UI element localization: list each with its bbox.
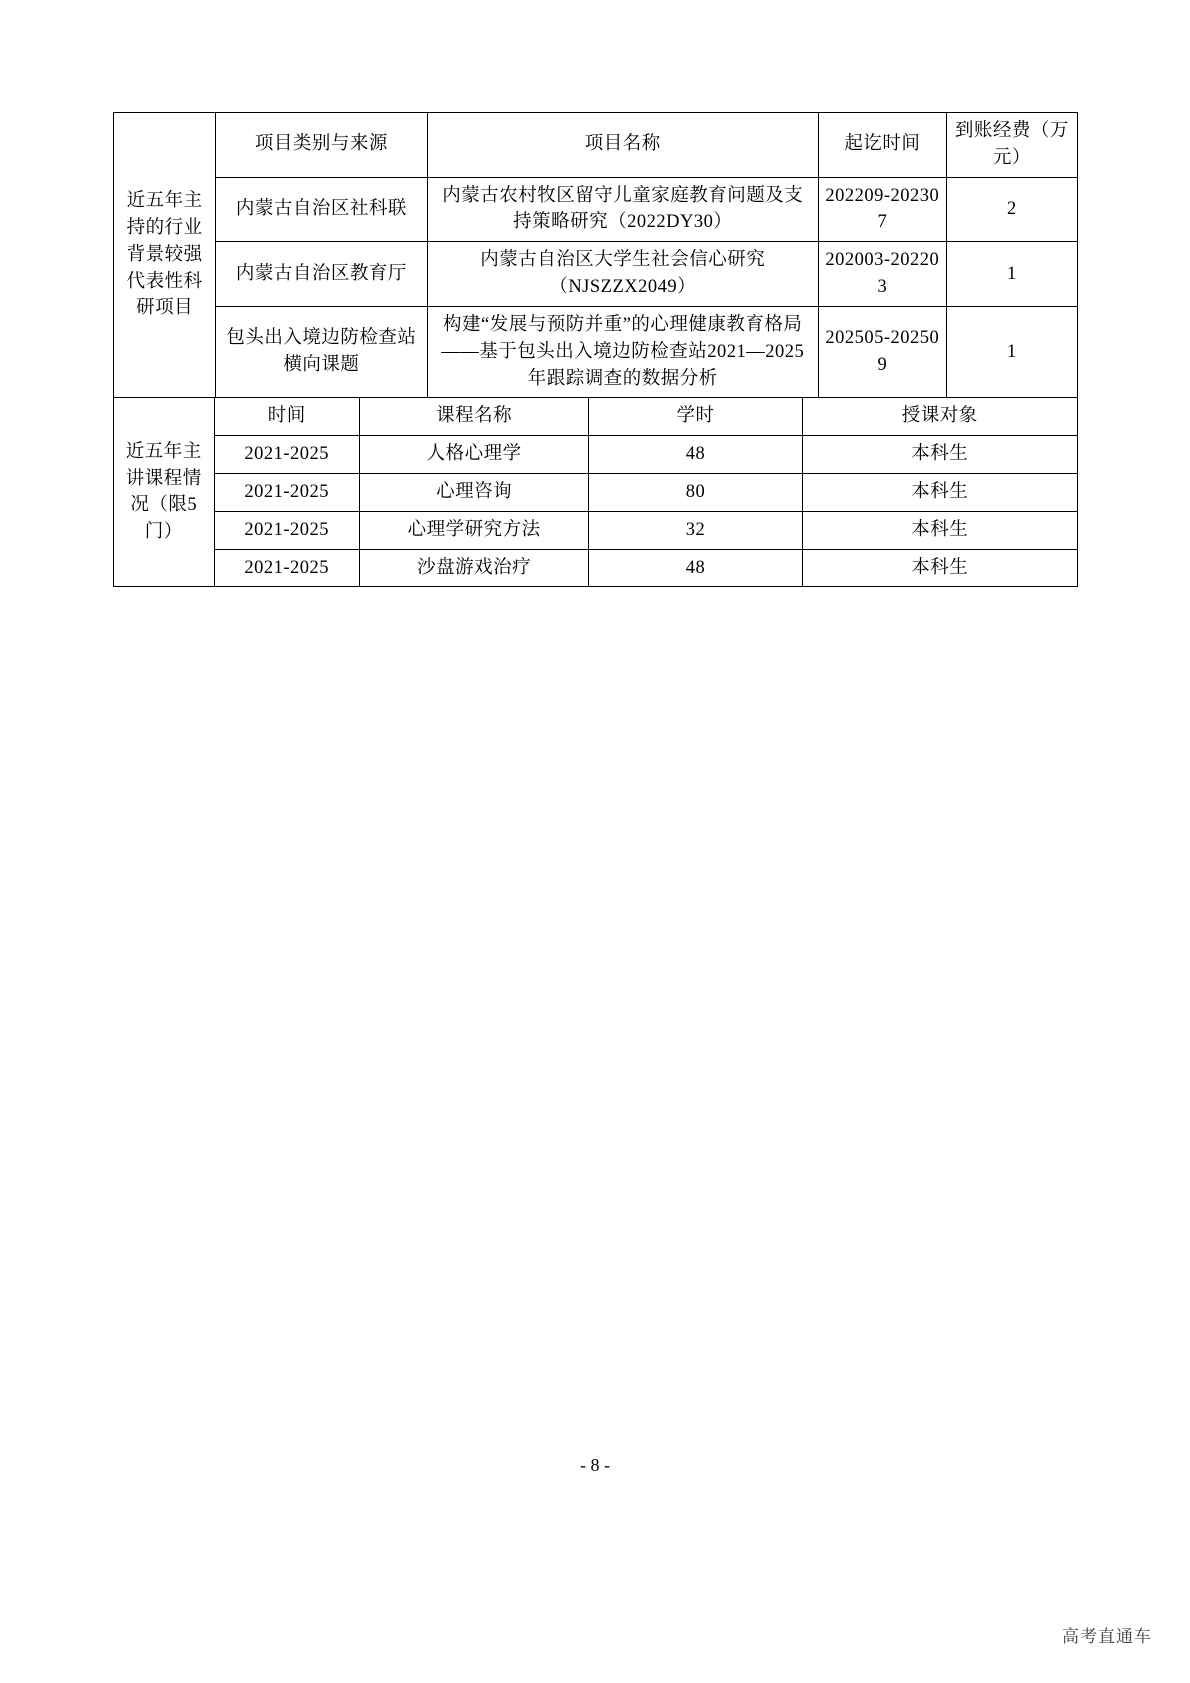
project-title: 构建“发展与预防并重”的心理健康教育格局——基于包头出入境边防检查站2021—2025年跟踪调查的数据分析 bbox=[427, 306, 818, 397]
project-fund: 1 bbox=[946, 306, 1077, 397]
course-time: 2021-2025 bbox=[214, 436, 359, 474]
table-header-row bbox=[114, 398, 1078, 436]
table-row bbox=[114, 473, 1078, 511]
table-row bbox=[114, 436, 1078, 474]
course-name: 沙盘游戏治疗 bbox=[359, 549, 589, 587]
table-row bbox=[114, 242, 1078, 307]
project-title: 内蒙古自治区大学生社会信心研究（NJSZZX2049） bbox=[427, 242, 818, 307]
course-audience: 本科生 bbox=[802, 511, 1077, 549]
table-row bbox=[114, 511, 1078, 549]
header-project-title: 项目名称 bbox=[427, 113, 818, 178]
course-hours: 32 bbox=[589, 511, 802, 549]
table-row bbox=[114, 549, 1078, 587]
course-time: 2021-2025 bbox=[214, 473, 359, 511]
header-project-time: 起讫时间 bbox=[818, 113, 946, 178]
watermark: 高考直通车 bbox=[1062, 1627, 1152, 1646]
courses-table bbox=[113, 397, 1078, 587]
research-projects-table bbox=[113, 112, 1078, 398]
header-course-name: 课程名称 bbox=[359, 398, 589, 436]
course-audience: 本科生 bbox=[802, 436, 1077, 474]
course-hours: 48 bbox=[589, 436, 802, 474]
course-name: 心理学研究方法 bbox=[359, 511, 589, 549]
course-time: 2021-2025 bbox=[214, 511, 359, 549]
table-header-row bbox=[114, 113, 1078, 178]
tables-container bbox=[113, 112, 1078, 587]
course-audience: 本科生 bbox=[802, 473, 1077, 511]
project-time: 202003-202203 bbox=[818, 242, 946, 307]
table-row bbox=[114, 306, 1078, 397]
project-time: 202505-202509 bbox=[818, 306, 946, 397]
course-hours: 80 bbox=[589, 473, 802, 511]
project-fund: 1 bbox=[946, 242, 1077, 307]
header-project-fund: 到账经费（万元） bbox=[946, 113, 1077, 178]
table-row bbox=[114, 177, 1078, 242]
header-course-audience: 授课对象 bbox=[802, 398, 1077, 436]
header-project-source: 项目类别与来源 bbox=[216, 113, 427, 178]
course-name: 人格心理学 bbox=[359, 436, 589, 474]
page-number: - 8 - bbox=[580, 1455, 610, 1475]
course-hours: 48 bbox=[589, 549, 802, 587]
course-audience: 本科生 bbox=[802, 549, 1077, 587]
course-time: 2021-2025 bbox=[214, 549, 359, 587]
projects-row-label: 近五年主持的行业背景较强代表性科研项目 bbox=[114, 113, 216, 398]
course-name: 心理咨询 bbox=[359, 473, 589, 511]
project-time: 202209-202307 bbox=[818, 177, 946, 242]
project-source: 包头出入境边防检查站横向课题 bbox=[216, 306, 427, 397]
project-source: 内蒙古自治区教育厅 bbox=[216, 242, 427, 307]
project-source: 内蒙古自治区社科联 bbox=[216, 177, 427, 242]
courses-row-label: 近五年主讲课程情况（限5门） bbox=[114, 398, 215, 587]
project-title: 内蒙古农村牧区留守儿童家庭教育问题及支持策略研究（2022DY30） bbox=[427, 177, 818, 242]
header-course-hours: 学时 bbox=[589, 398, 802, 436]
header-course-time: 时间 bbox=[214, 398, 359, 436]
project-fund: 2 bbox=[946, 177, 1077, 242]
